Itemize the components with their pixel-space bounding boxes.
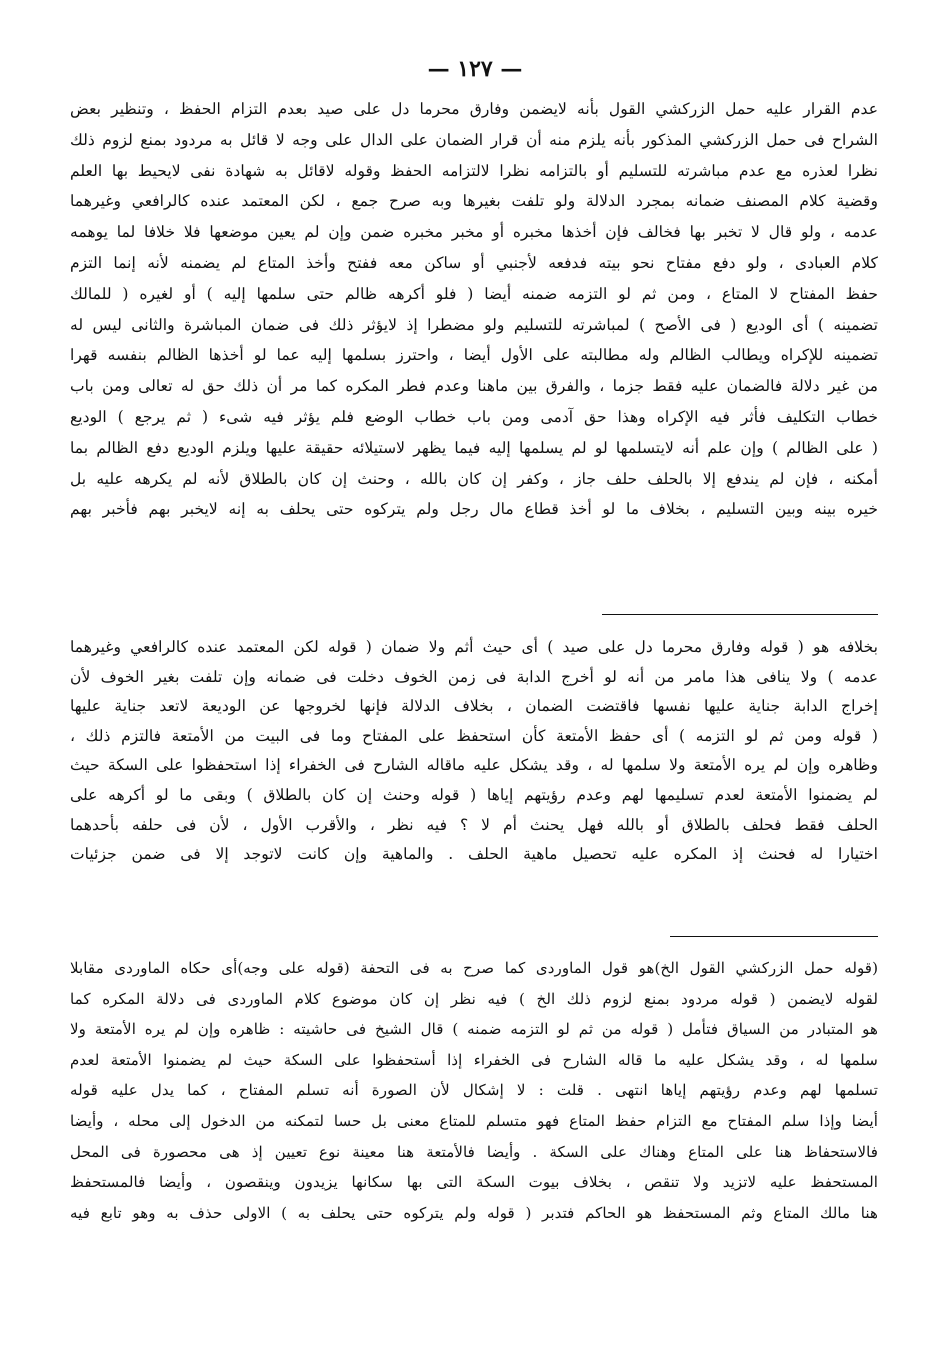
commentary-line: ( قوله ومن ثم لو التزمه ) أى حفظ الأمتعة كأن استحفظ على المفتاح وما فى البيت من الأمتعة فالتزم ذلك ، (70, 726, 878, 745)
commentary-line: لم يضمنوا الأمتعة لعدم تسليمها لهم وعدم رؤيتهم إياها ( قوله وحنث إن كان بالطلاق ) وبقى ما لو أكرهه على (70, 785, 878, 804)
main-line: عدم القرار عليه حمل الزركشي القول بأنه لايضمن وفارق محرما دل على صيد بعدم التزام الحفظ ، وتنظير بعض (70, 100, 878, 118)
footnote-line: المستحفظ عليه لاتزيد ولا تنقص ، بخلاف بيوت السكة التى بها سكانها يزيدون وينقصون ، وأيضا فالمستحفظ (70, 1173, 878, 1192)
main-line: خطاب التكليف فأثر فيه الإكراه وهذا حق آدمى ومن باب خطاب الوضع فلم يؤثر فيه شىء ( ثم يرجع ) الوديع (70, 407, 878, 426)
main-line: تضمينه ) أى الوديع ( فى الأصح ) لمباشرته للتسليم ولو مضطرا إذ لايؤثر ذلك فى ضمان المباشرة والثانى ليس له (70, 315, 878, 334)
footnote-line: أيضا وإذا سلم المفتاح مع التزام حفظ المتاع فهو متسلم للمتاع معنى بل حسا لتمكنه من الدخول إلى محله ، وأيضا (70, 1111, 878, 1130)
main-line: نظرا لعذره مع عدم مباشرته للتسليم أو بالتزامه نظرا لالتزامه الحفظ وقوله لاقائل به شهادة نفى لايحيط بها العلم (70, 161, 878, 180)
commentary-line: وظاهره وإن لم يره الأمتعة ولا سلمها له ، وقد يشكل عليه ماقاله الشارح فى الخفراء إذا استحفظوا على السكة حيث (70, 756, 878, 775)
footnote-line: (قوله حمل الزركشي القول الخ)هو قول الماوردى كما صرح به فى التحفة (قوله على وجه)أى حكاه الماوردى مقابلا (70, 959, 878, 977)
footnote-line: تسلمها لهم وعدم رؤيتهم إياها انتهى . قلت : لا إشكال لأن الصورة أنه تسلم المفتاح ، كما يدل عليه قوله (70, 1081, 878, 1100)
commentary-line: اختيارا له فحنث إذ المكره عليه تحصيل ماهية الحلف . والماهية وإن كانت لاتوجد إلا فى ضمن جزئيات (70, 845, 878, 864)
footnote-line: فالاستحفاظ هنا على المتاع وهناك على السكة . وأيضا فالأمتعة هنا معينة نوع تعيين إذ هى محصورة فى المحل (70, 1142, 878, 1161)
main-text (70, 94, 878, 525)
footnote-line: هو المتبادر من السياق فتأمل ( قوله من ثم لو التزمه ضمنه ) قال الشيخ فى حاشيته : ظاهره وإن لم يره الأمتعة ولا (70, 1020, 878, 1039)
footnote-line: لقوله لايضمن ( قوله مردود بمنع لزوم ذلك الخ ) فيه نظر إن كان موضوع كلام الماوردى فى دلالة المكره كما (70, 989, 878, 1008)
footnote-line: سلمها له ، وقد يشكل عليه ما قاله الشارح فى الخفراء إذا أستحفظوا على السكة حيث لم يضمنوا الأمتعة لعدم (70, 1050, 878, 1069)
main-line: ( على الظالم ) وإن علم أنه لايتسلمها لو لم يسلمها إليه فيما يظهر لاستيلائه حقيقة عليها ويلزم الوديع دفع الظالم بما (70, 438, 878, 457)
main-line: أمكنه ، فإن لم يندفع إلا بالحلف حلف جاز ، وكفر إن كان بالله ، وحنث إن كان بالطلاق لأنه لم يكرهه عليه بل (70, 469, 878, 488)
main-line: تضمينه للإكراه ويطالب الظالم وله مطالبته على الأول أيضا ، واحترز بسلمها إليه عما لو أخذها الظالم بنفسه قهرا (70, 346, 878, 365)
commentary-line: الحلف فقط فحلف بالطلاق أو بالله فهل يحنث أم لا ؟ فيه نظر ، والأقرب الأول ، لأن فى حلفه بأحدهما (70, 815, 878, 834)
main-line: حفظ المفتاح لا المتاع ، ومن ثم لو التزمه ضمنه أيضا ( فلو أكرهه ظالم حتى سلمها إليه ) أو لغيره ( للمالك (70, 284, 878, 303)
commentary-text (70, 633, 878, 870)
section-divider (602, 614, 878, 615)
main-line: خيره بينه وبين التسليم ، بخلاف ما لو أخذ قطاع مال رجل ولم يتركوه حتى يحلف به إنه لايخبر بهم فأخبر بهم (70, 500, 878, 519)
commentary-line: إخراج الدابة جناية عليها نفسها فاقتضت الضمان ، بخلاف الدلالة فإنها لخروجها عن الوديعة لاتعد جناية عليها (70, 697, 878, 716)
main-line: وقضية كلام المصنف ضمانه بمجرد الدلالة ولو تلفت بغيرها وبه صرح جمع ، لكن المعتمد عنده كالرافعي وغيرهما (70, 192, 878, 211)
commentary-line: بخلافه هو ( قوله وفارق محرما دل على صيد ) أى حيث أثم ولا ضمان ( قوله لكن المعتمد عنده كالرافعي وغيرهما (70, 638, 878, 656)
page-number: — ١٢٧ — (427, 56, 523, 82)
main-line: عدمه ، ولو قال لا تخبر بها فخالف فإن أخذها مخبره أو مخبر مخبره ضمن وإن لم يعين موضعها فلا خلافا لما يوهمه (70, 223, 878, 242)
main-line: الشراح فى حمل الزركشي المذكور بأنه يلزم منه أن قرار الضمان على الدال على وجه لا قائل به مردود بمنع لزوم ذلك (70, 130, 878, 149)
footnote-line: هنا مالك المتاع وثم المستحفظ هو الحاكم فتدبر ( قوله ولم يتركوه حتى يحلف به ) الاولى حذف به وهو تابع فيه (70, 1203, 878, 1222)
footnotes-text (70, 953, 878, 1228)
main-line: كلام العبادى ، ولو دفع مفتاح نحو بيته فدفعه لأجنبي أو ساكن معه ففتح وأخذ المتاع لم يضمنه لأنه إنما التزم (70, 253, 878, 272)
main-line: من غير دلالة فالضمان عليه فقط جزما ، والفرق بين ماهنا وعدم فطر المكره كما مر أن ذلك حق له تعالى ومن باب (70, 377, 878, 396)
commentary-line: عدمه ) ولا ينافى هذا مامر من أنه لو أخرج الدابة فى زمن الخوف دخلت فى ضمانه وإن تلفت بغير الخوف لأن (70, 667, 878, 686)
footnote-divider (670, 936, 878, 937)
